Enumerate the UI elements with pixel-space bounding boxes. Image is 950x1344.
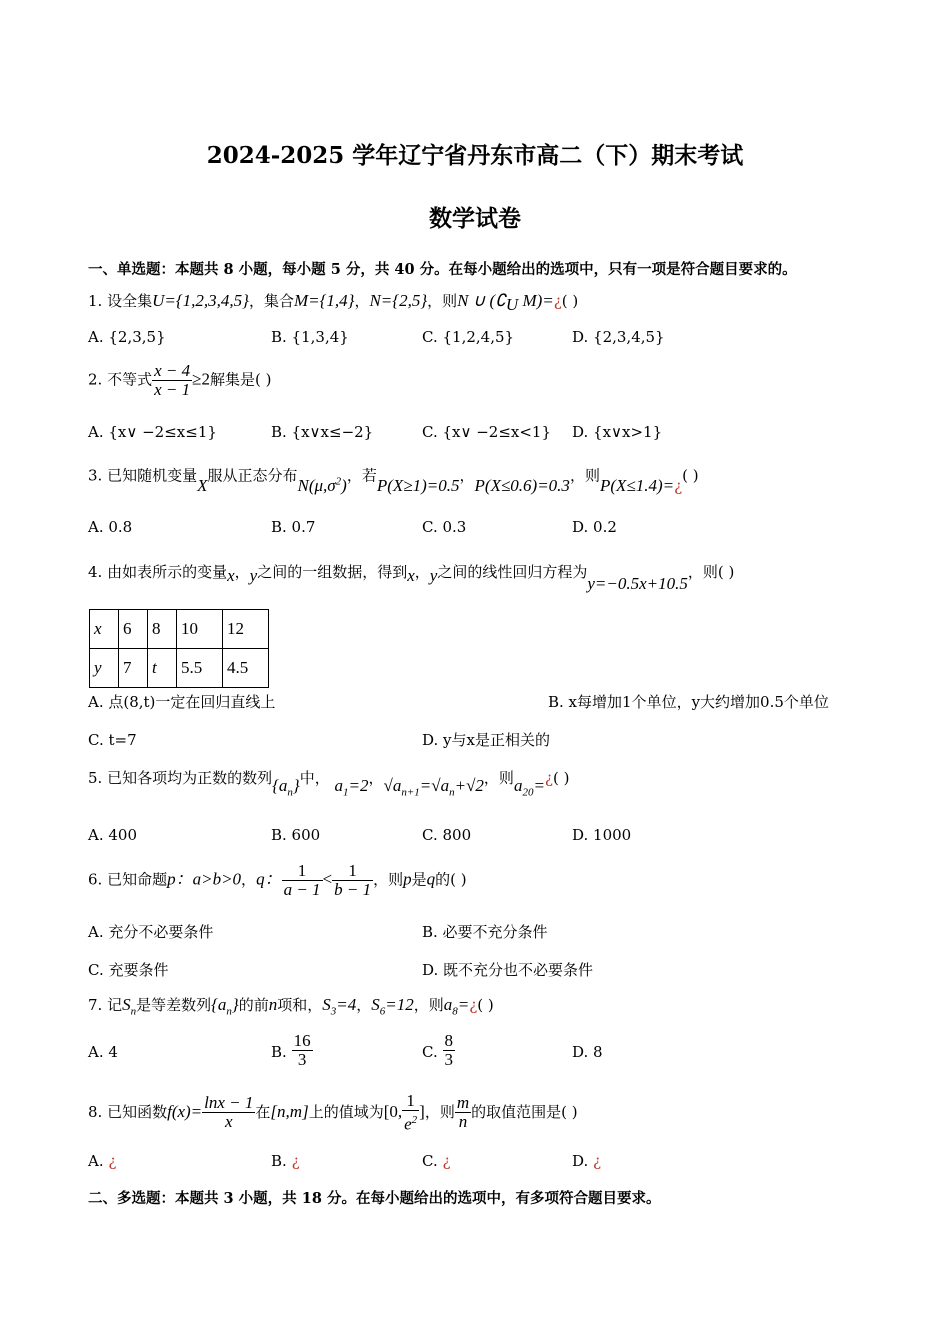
q1-option-c: C. {1,2,4,5} (422, 328, 515, 346)
q4-option-c: C. t=7 (88, 731, 137, 749)
section-heading-single-choice: 一、单选题：本题共 8 小题，每小题 5 分，共 40 分。在每小题给出的选项中，只有一项是符合题目要求的。 (88, 261, 797, 278)
q5-option-a: A. 400 (88, 826, 137, 844)
question-4-stem: 4. 由如表所示的变量x，y之间的一组数据，得到x，y之间的线性回归方程为y=−0.5x+10.5，则( ) (88, 563, 735, 593)
table-cell: y (90, 649, 119, 688)
q3-option-a: A. 0.8 (88, 518, 133, 536)
question-1-stem: 1. 设全集U={1,2,3,4,5}，集合M={1,4}，N={2,5}，则N ∪ ($∁_U$ M)=¿( ) (88, 291, 579, 314)
table-cell: t (148, 649, 177, 688)
question-6-stem: 6. 已知命题p：a>b>0，q： $\frac{1}{a - 1}$ < $\frac{1}{b - 1}$ ，则p是q的( ) (88, 861, 467, 899)
table-cell: 12 (223, 610, 269, 649)
q5-option-d: D. 1000 (572, 826, 632, 844)
q4-option-d: D. y与x是正相关的 (422, 731, 550, 749)
table-cell: 6 (119, 610, 148, 649)
q7-option-a: A. 4 (88, 1043, 118, 1061)
q6-option-d: D. 既不充分也不必要条件 (422, 961, 594, 979)
q8-option-c: C. ¿ (422, 1152, 451, 1170)
q1-option-b: B. {1,3,4} (271, 328, 349, 346)
table-cell: 10 (177, 610, 223, 649)
q3-option-c: C. 0.3 (422, 518, 467, 536)
question-3-stem: 3. 已知随机变量X服从正态分布$N(\mu,\sigma^2)$，若P(X≥1)=0.5，P(X≤0.6)=0.3，则P(X≤1.4)=¿( ) (88, 466, 699, 495)
table-row (90, 610, 269, 649)
table-cell: 5.5 (177, 649, 223, 688)
page-subtitle: 数学试卷 (429, 205, 521, 232)
q2-option-c: C. {x∨ −2≤x<1} (422, 423, 552, 441)
table-cell: 8 (148, 610, 177, 649)
question-7-stem: 7. 记$S_n$是等差数列$\{a_n\}$的前n项和，$S_3=4$，$S_6=12$，则$a_8=¿$( ) (88, 995, 494, 1018)
q4-data-table (89, 609, 269, 688)
q8-option-a: A. ¿ (88, 1152, 117, 1170)
q5-option-c: C. 800 (422, 826, 472, 844)
question-8-stem: 8. 已知函数f(x)= $\frac{\ln x - 1}{x}$ 在[n,m]上的值域为[0, $\frac{1}{e^2}$ ]，则 $\frac{m}{n}$ 的取值范围是( ) (88, 1091, 578, 1134)
q6-option-c: C. 充要条件 (88, 961, 169, 979)
table-cell: 4.5 (223, 649, 269, 688)
q5-option-b: B. 600 (271, 826, 321, 844)
q7-option-c: C. $\frac{8}{3}$ (422, 1031, 453, 1069)
question-5-stem: 5. 已知各项均为正数的数列$\{a_n\}$中， $a_1=2$，$√a_{n+1}=√a_n+√2$，则$a_{20}=¿$( ) (88, 769, 570, 799)
q7-option-b: B. $\frac{16}{3}$ (271, 1031, 311, 1069)
q2-fraction: $\frac{x - 4}{x - 1}$ (154, 361, 191, 399)
section-heading-multi-choice: 二、多选题：本题共 3 小题，共 18 分。在每小题给出的选项中，有多项符合题目要求。 (88, 1190, 661, 1207)
q7-option-d: D. 8 (572, 1043, 603, 1061)
q1-option-d: D. {2,3,4,5} (572, 328, 665, 346)
table-cell: x (90, 610, 119, 649)
page-title: 2024-2025 学年辽宁省丹东市高二（下）期末考试 (206, 142, 744, 169)
table-row (90, 649, 269, 688)
q8-option-d: D. ¿ (572, 1152, 602, 1170)
q2-option-b: B. {x∨x≤−2} (271, 423, 374, 441)
q3-option-b: B. 0.7 (271, 518, 316, 536)
q6-option-a: A. 充分不必要条件 (88, 923, 214, 941)
table-cell: 7 (119, 649, 148, 688)
q4-option-b: B. x每增加1个单位，y大约增加0.5个单位 (548, 693, 829, 711)
q6-option-b: B. 必要不充分条件 (422, 923, 548, 941)
q8-option-b: B. ¿ (271, 1152, 300, 1170)
q2-option-a: A. {x∨ −2≤x≤1} (88, 423, 217, 441)
q2-option-d: D. {x∨x>1} (572, 423, 663, 441)
question-2-stem: 2. 不等式 $\frac{x - 4}{x - 1}$ ≥2解集是( ) (88, 361, 272, 399)
q1-option-a: A. {2,3,5} (88, 328, 166, 346)
q3-option-d: D. 0.2 (572, 518, 617, 536)
q4-option-a: A. 点(8,t)一定在回归直线上 (88, 693, 276, 711)
